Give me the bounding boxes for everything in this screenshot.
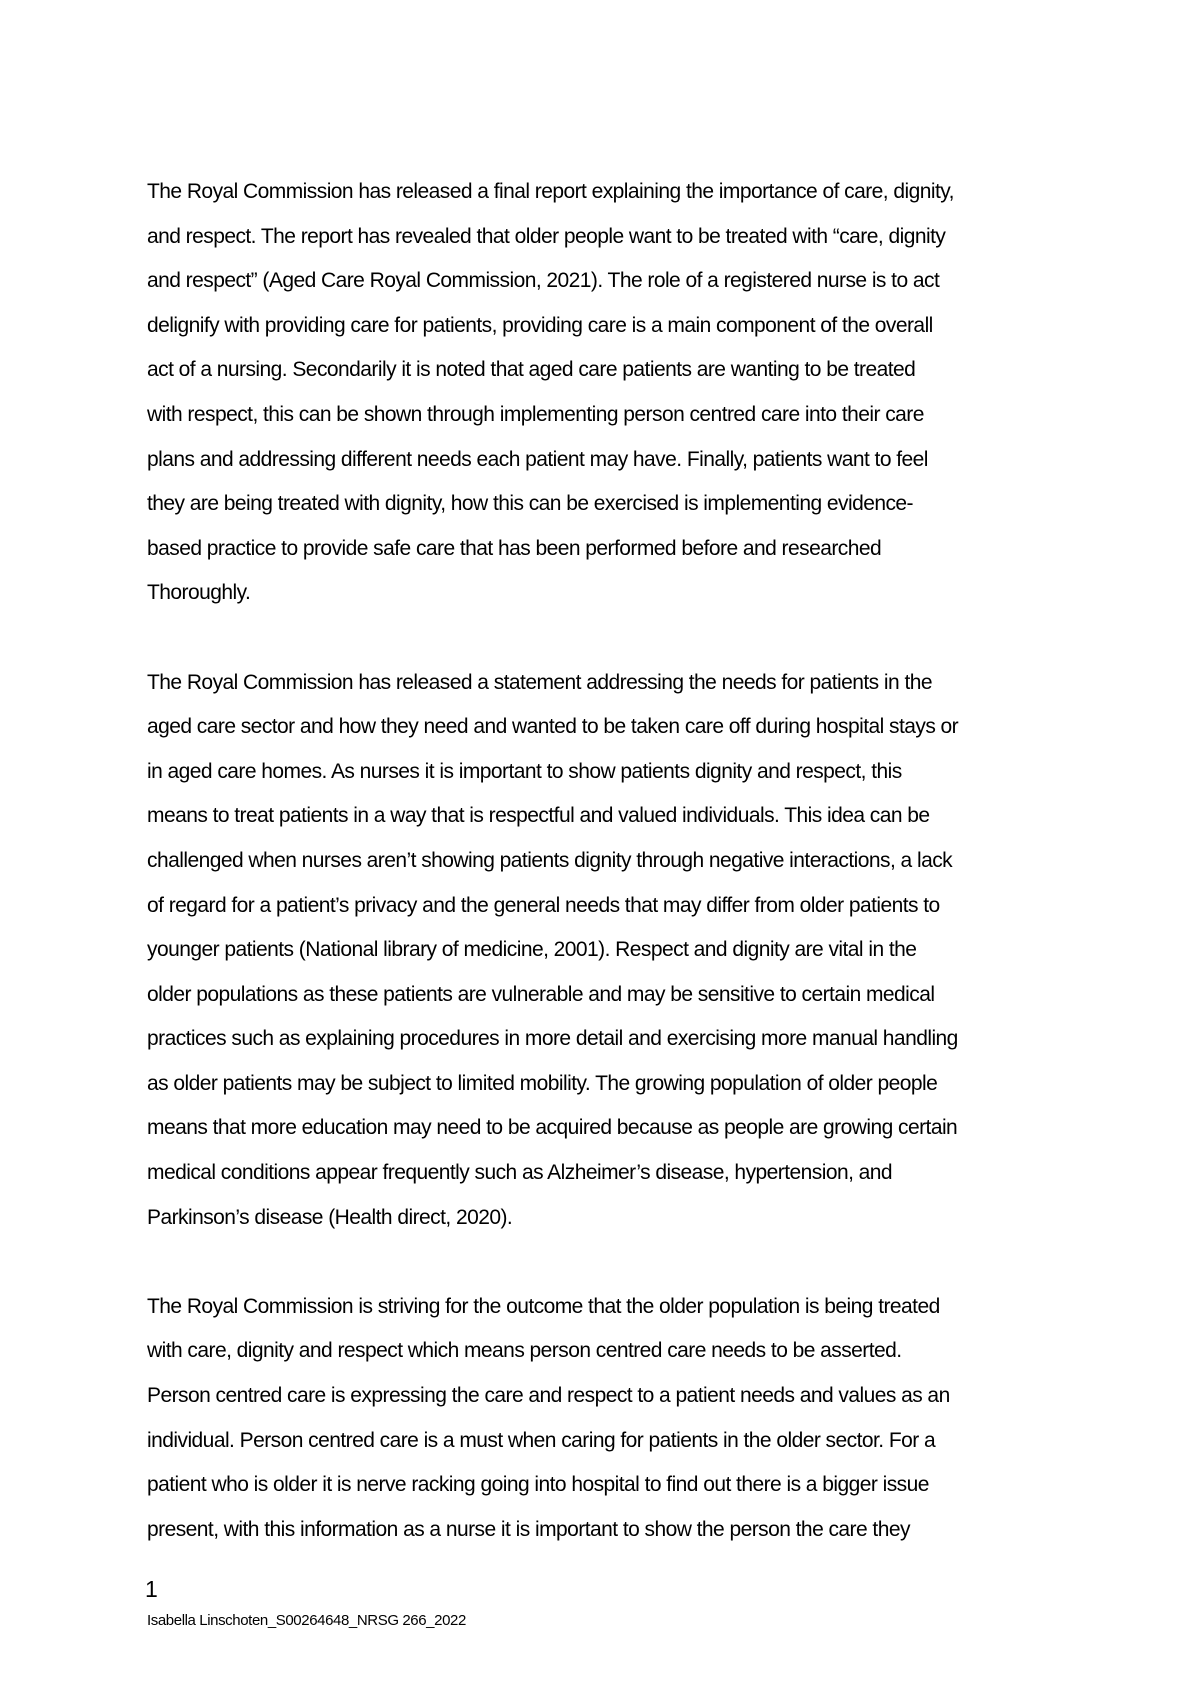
text-line: patient who is older it is nerve racking going into hospital to find out there is a bigger issue xyxy=(147,1473,929,1497)
text-line: plans and addressing different needs each patient may have. Finally, patients want to feel xyxy=(147,447,928,471)
paragraph-1 xyxy=(147,170,1067,616)
text-line: The Royal Commission is striving for the outcome that the older population is being treated xyxy=(147,1294,940,1318)
text-line: medical conditions appear frequently such as Alzheimer’s disease, hypertension, and xyxy=(147,1161,893,1185)
text-line: act of a nursing. Secondarily it is noted that aged care patients are wanting to be treated xyxy=(147,358,916,382)
text-line: younger patients (National library of medicine, 2001). Respect and dignity are vital in the xyxy=(147,938,917,962)
text-line: and respect” (Aged Care Royal Commission, 2021). The role of a registered nurse is to act xyxy=(147,269,940,293)
text-line: in aged care homes. As nurses it is important to show patients dignity and respect, this xyxy=(147,759,902,783)
body-text xyxy=(147,170,1067,1552)
text-line: The Royal Commission has released a final report explaining the importance of care, dignity, xyxy=(147,180,954,203)
text-line: with care, dignity and respect which means person centred care needs to be asserted. xyxy=(147,1339,902,1363)
footer-author-id: Isabella Linschoten_S00264648_NRSG 266_2022 xyxy=(147,1612,466,1629)
text-line: of regard for a patient’s privacy and the general needs that may differ from older patients to xyxy=(147,893,940,917)
text-line: and respect. The report has revealed that older people want to be treated with “care, dignity xyxy=(147,224,946,248)
page-number: 1 xyxy=(145,1576,158,1602)
text-line: as older patients may be subject to limited mobility. The growing population of older people xyxy=(147,1071,938,1095)
paragraph-spacer xyxy=(147,616,1067,661)
text-line: with respect, this can be shown through implementing person centred care into their care xyxy=(147,402,924,426)
text-line: challenged when nurses aren’t showing patients dignity through negative interactions, a lack xyxy=(147,848,953,872)
paragraph-2 xyxy=(147,661,1067,1241)
text-line: means that more education may need to be acquired because as people are growing certain xyxy=(147,1116,958,1140)
text-line: means to treat patients in a way that is respectful and valued individuals. This idea can be xyxy=(147,804,930,828)
text-line: Person centred care is expressing the care and respect to a patient needs and values as an xyxy=(147,1384,950,1408)
text-line: The Royal Commission has released a statement addressing the needs for patients in the xyxy=(147,670,932,694)
text-line: present, with this information as a nurse it is important to show the person the care they xyxy=(147,1517,910,1541)
text-line: delignify with providing care for patients, providing care is a main component of the overall xyxy=(147,313,933,337)
text-line: individual. Person centred care is a must when caring for patients in the older sector. For a xyxy=(147,1428,936,1452)
paragraph-3 xyxy=(147,1285,1067,1553)
text-line: they are being treated with dignity, how this can be exercised is implementing evidence- xyxy=(147,492,913,516)
text-line: practices such as explaining procedures in more detail and exercising more manual handling xyxy=(147,1027,958,1051)
text-line: Parkinson’s disease (Health direct, 2020). xyxy=(147,1205,513,1229)
text-line: based practice to provide safe care that has been performed before and researched xyxy=(147,536,882,560)
paragraph-spacer xyxy=(147,1240,1067,1285)
text-line: aged care sector and how they need and wanted to be taken care off during hospital stays or xyxy=(147,715,959,739)
text-line: Thoroughly. xyxy=(147,581,251,605)
text-line: older populations as these patients are vulnerable and may be sensitive to certain medical xyxy=(147,982,935,1006)
